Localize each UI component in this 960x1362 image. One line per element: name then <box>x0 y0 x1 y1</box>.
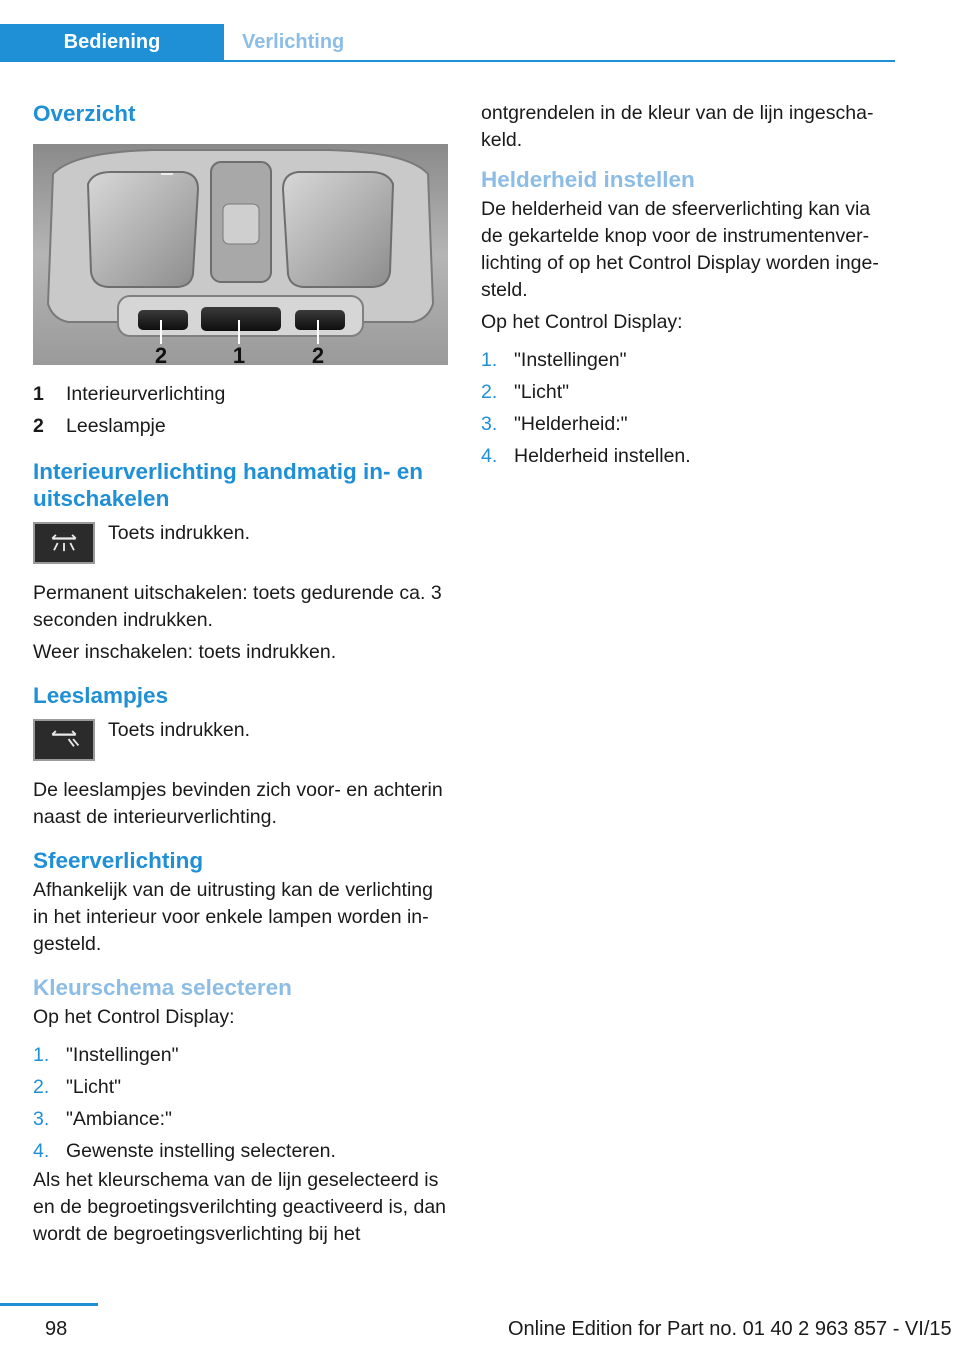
legend-label: Leeslampje <box>66 414 166 437</box>
overview-title: Overzicht <box>33 101 136 126</box>
edition-info: Online Edition for Part no. 01 40 2 963 857 - VI/15 <box>508 1318 952 1340</box>
step-number: 3. <box>33 1107 50 1130</box>
page-number: 98 <box>45 1318 68 1340</box>
list-item <box>33 1103 448 1135</box>
footer-divider <box>0 1303 98 1306</box>
legend-item <box>33 410 448 442</box>
reading-light-instruction: Toets indrukken. <box>108 719 250 741</box>
callout-1: 1 <box>232 343 246 365</box>
reading-light-location: De leeslampjes bevinden zich voor- en achterin naast de interieurverlichting. <box>33 779 443 828</box>
interior-light-switch-on: Weer inschakelen: toets indrukken. <box>33 641 337 663</box>
list-item <box>33 1135 448 1167</box>
tab-bediening[interactable]: Bediening <box>0 24 224 60</box>
step-text: "Helderheid:" <box>514 412 628 435</box>
right-column <box>481 100 896 472</box>
legend-number: 2 <box>33 414 44 437</box>
list-item <box>481 440 896 472</box>
legend-label: Interieurverlichting <box>66 382 226 405</box>
color-scheme-intro: Op het Control Display: <box>33 1006 235 1028</box>
step-number: 2. <box>33 1075 50 1098</box>
reading-light-button-row <box>33 719 448 765</box>
brightness-steps <box>481 344 896 472</box>
section-title-ambient-light: Sfeerverlichting <box>33 848 204 873</box>
color-scheme-steps <box>33 1039 448 1167</box>
left-column <box>33 100 448 1248</box>
tab-verlichting[interactable]: Verlichting <box>242 30 345 53</box>
step-text: "Licht" <box>514 380 570 403</box>
step-text: "Licht" <box>66 1075 122 1098</box>
brightness-description: De helderheid van de sfeerverlichting kan via de gekartelde knop voor de instrumentenverlichting of op het Control Display worden ingesteld. <box>481 198 879 301</box>
continuation-text: ontgrendelen in de kleur van de lijn ingeschakeld. <box>481 102 874 151</box>
header-tabs <box>0 24 895 62</box>
step-number: 3. <box>481 412 498 435</box>
list-item <box>481 408 896 440</box>
section-title-brightness: Helderheid instellen <box>481 167 695 192</box>
header-divider <box>0 60 895 62</box>
list-item <box>33 1039 448 1071</box>
step-number: 1. <box>481 348 498 371</box>
step-text: "Instellingen" <box>66 1043 179 1066</box>
step-text: "Ambiance:" <box>66 1107 172 1130</box>
step-number: 4. <box>33 1139 50 1162</box>
callout-2-right: 2 <box>311 343 325 365</box>
figure-legend <box>33 378 448 442</box>
brightness-intro: Op het Control Display: <box>481 311 683 333</box>
step-text: Helderheid instellen. <box>514 444 691 467</box>
section-title-interior-light: Interieurverlichting handmatig in- en uitschakelen <box>33 459 424 511</box>
interior-light-button-row <box>33 522 448 568</box>
legend-number: 1 <box>33 382 44 405</box>
step-text: Gewenste instelling selecteren. <box>66 1139 336 1162</box>
interior-light-key-icon <box>33 522 95 564</box>
section-title-reading-lights: Leeslampjes <box>33 683 169 708</box>
list-item <box>481 376 896 408</box>
list-item <box>481 344 896 376</box>
callout-2-left: 2 <box>154 343 168 365</box>
step-number: 2. <box>481 380 498 403</box>
interior-light-instruction: Toets indrukken. <box>108 522 250 544</box>
reading-light-key-icon <box>33 719 95 761</box>
interior-light-permanent-off: Permanent uitschakelen: toets gedurende ca. 3 seconden indrukken. <box>33 582 442 631</box>
legend-item <box>33 378 448 410</box>
step-text: "Instellingen" <box>514 348 627 371</box>
step-number: 4. <box>481 444 498 467</box>
step-number: 1. <box>33 1043 50 1066</box>
color-scheme-note: Als het kleurschema van de lijn geselecteerd is en de begroetingsverilchting geactiveerd is, dan wordt de begroetingsverlichting bij het <box>33 1169 447 1245</box>
overhead-console-photo <box>33 144 448 365</box>
section-title-color-scheme: Kleurschema selecteren <box>33 975 292 1000</box>
ambient-light-description: Afhankelijk van de uitrusting kan de verlichting in het interieur voor enkele lampen worden ingesteld. <box>33 879 433 955</box>
list-item <box>33 1071 448 1103</box>
